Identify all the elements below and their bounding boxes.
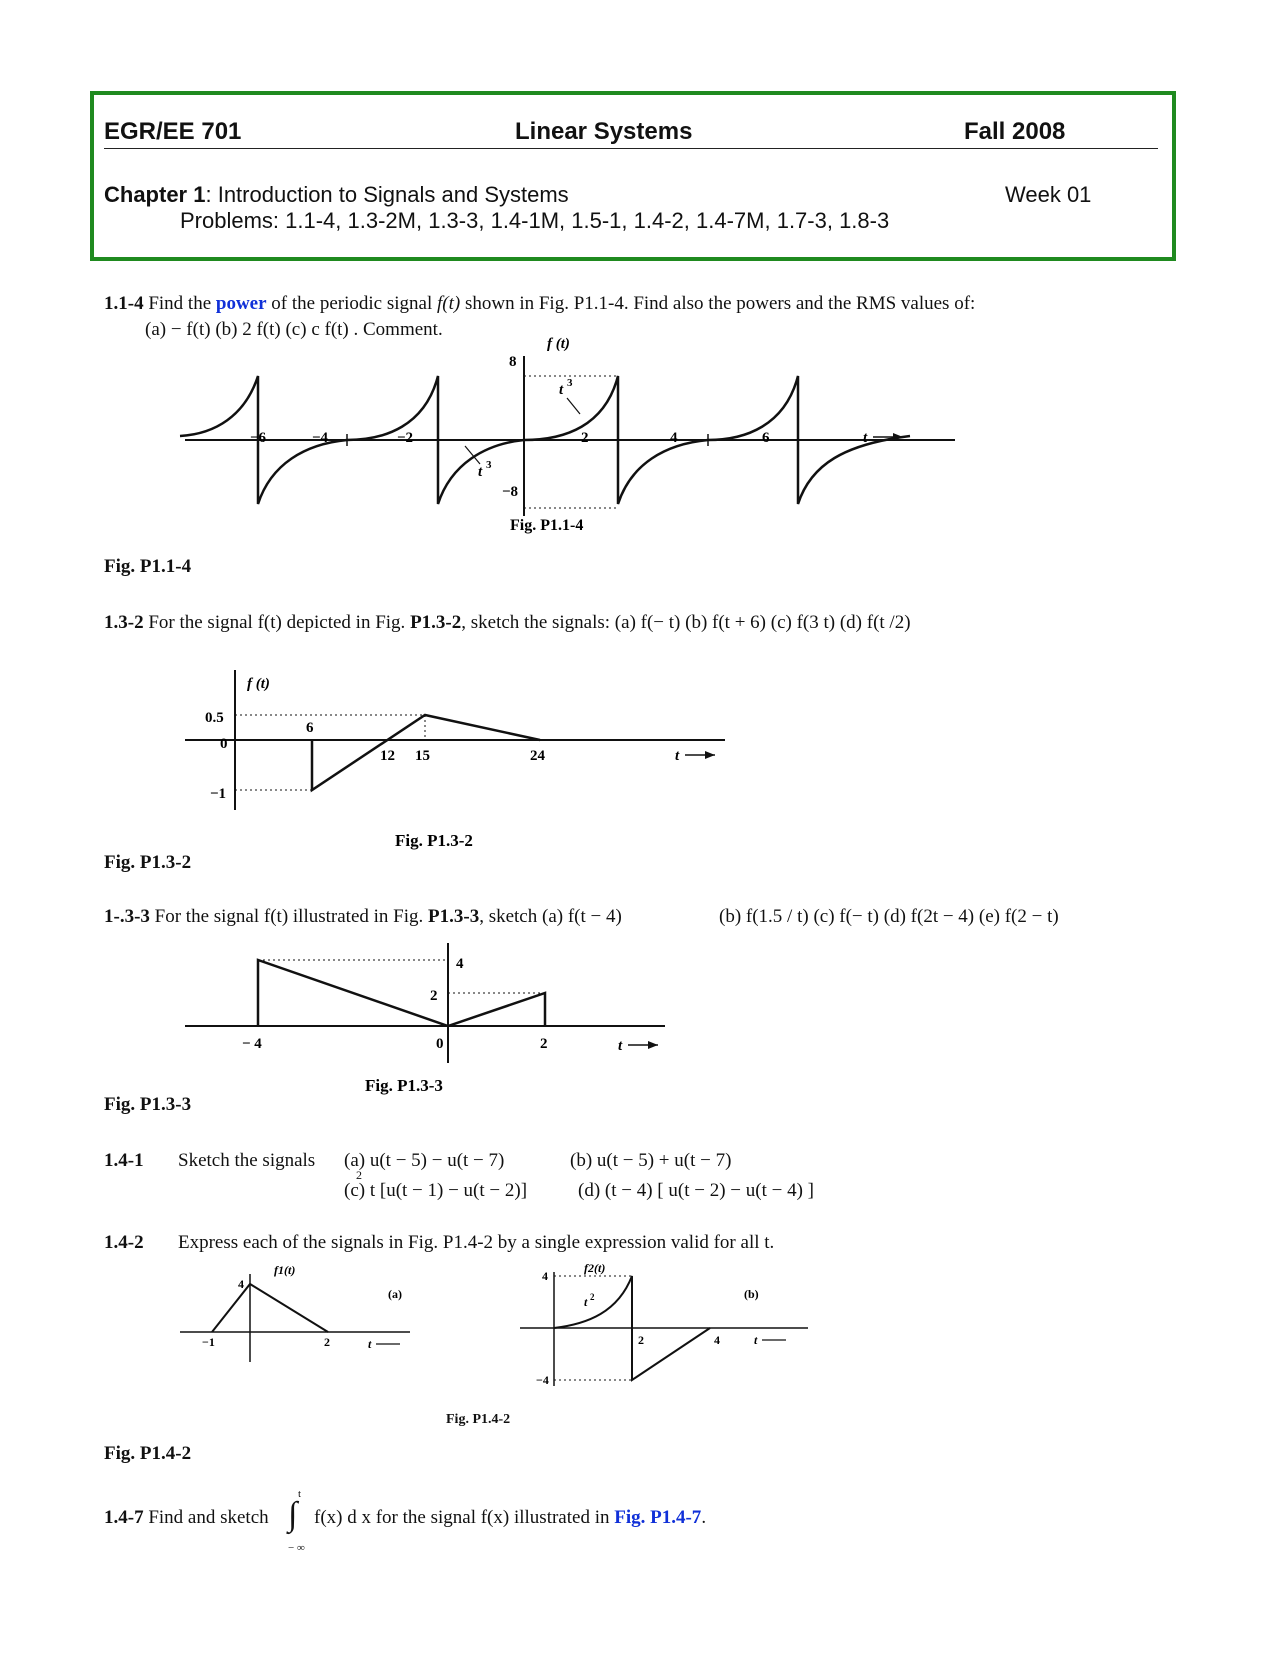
t-axis-label: t <box>675 748 680 764</box>
problem-text: Find and sketch <box>143 1507 269 1528</box>
figure-caption-inline: Fig. P1.4-2 <box>446 1412 511 1427</box>
header-rule <box>104 148 1158 149</box>
x-tick-label: 2 <box>324 1335 330 1349</box>
arrowhead <box>648 1041 658 1049</box>
annotation-arrow <box>567 398 580 414</box>
problem-number: 1.1-4 <box>104 293 144 314</box>
waveform-negative-pulse <box>258 440 347 504</box>
integral-upper-limit: t <box>298 1488 302 1500</box>
y-tick-minus-4: −4 <box>536 1373 549 1387</box>
part-b: (b) u(t − 5) + u(t − 7) <box>570 1150 732 1171</box>
chapter-label: Chapter 1 <box>104 182 206 207</box>
problem-number: 1.4-1 <box>104 1150 144 1171</box>
x-tick-label: 2 <box>581 430 589 446</box>
part-d: (d) (t − 4) [ u(t − 2) − u(t − 4) ] <box>578 1180 814 1201</box>
y-tick-4: 4 <box>542 1269 548 1283</box>
t-axis-label: t <box>754 1333 758 1347</box>
problem-1-4-7-lead <box>104 1505 269 1531</box>
y-tick-0-5: 0.5 <box>205 710 224 726</box>
x-tick-label: 2 <box>540 1036 548 1052</box>
exponent: 3 <box>567 377 573 389</box>
x-tick-label: −4 <box>312 430 329 446</box>
figure-caption: Fig. P1.3-2 <box>104 852 192 873</box>
figure-ref: P1.3-3 <box>428 906 480 927</box>
problem-1-3-3-parts: (b) f(1.5 / t) (c) f(− t) (d) f(2t − 4) (e) f(2 − t) <box>719 906 1059 927</box>
part-a: (a) u(t − 5) − u(t − 7) <box>344 1150 505 1171</box>
problem-lead: Sketch the signals <box>178 1150 316 1171</box>
signal-f: f <box>436 293 443 314</box>
x-tick-label: 4 <box>714 1333 720 1347</box>
figure-tag: (a) <box>388 1287 402 1301</box>
t-axis-label: t <box>863 430 868 446</box>
chapter-line <box>104 182 569 208</box>
waveform-positive-pulse <box>180 376 258 440</box>
signal-waveform <box>258 960 545 1026</box>
t-cubed-label-upper: t <box>559 382 564 398</box>
problems-list: Problems: 1.1-4, 1.3-2M, 1.3-3, 1.4-1M, 1.5-1, 1.4-2, 1.4-7M, 1.7-3, 1.8-3 <box>180 208 890 233</box>
figure-caption: Fig. P1.3-3 <box>104 1094 192 1115</box>
t-axis-label: t <box>618 1038 623 1054</box>
figure-caption: Fig. P1.1-4 <box>104 556 192 577</box>
exponent: 2 <box>356 1168 362 1182</box>
problem-text: For the signal f(t) depicted in Fig. <box>143 612 411 633</box>
problem-number: 1-.3-3 <box>104 906 150 927</box>
x-tick-label: − 4 <box>242 1036 262 1052</box>
figure-tag: (b) <box>744 1287 759 1301</box>
figure-p1-4-2-a <box>178 1262 418 1372</box>
figure-p1-4-2-b <box>518 1262 818 1392</box>
y-label: f (t) <box>547 336 570 352</box>
signal-label: f2(t) <box>584 1262 606 1275</box>
x-tick-label: 12 <box>380 748 395 764</box>
y-tick-0: 0 <box>220 736 228 752</box>
exponent: 3 <box>486 459 492 471</box>
figure-p1-3-2 <box>185 660 725 860</box>
figure-p1-3-3 <box>180 938 670 1098</box>
figure-link[interactable]: Fig. P1.4-7 <box>614 1507 702 1528</box>
x-tick-label: −6 <box>250 430 267 446</box>
x-tick-label: 15 <box>415 748 430 764</box>
chapter-title: : Introduction to Signals and Systems <box>205 182 569 207</box>
figure-p1-1-4 <box>175 336 965 566</box>
problem-text: f(x) d x for the signal f(x) illustrated in <box>314 1507 615 1528</box>
x-tick-label: −1 <box>202 1335 215 1349</box>
problem-number: 1.4-2 <box>104 1232 144 1253</box>
course-code: EGR/EE 701 <box>104 118 242 145</box>
problem-text: , sketch the signals: (a) f(− t) (b) f(t + 6) (c) f(3 t) (d) f(t /2) <box>461 612 911 633</box>
problem-text: of the periodic signal <box>266 293 437 314</box>
problem-1-4-7-text <box>314 1505 706 1531</box>
figure-caption: Fig. P1.4-2 <box>104 1443 192 1464</box>
part-c: (c) t [u(t − 1) − u(t − 2)] <box>344 1180 528 1201</box>
t-cubed-label-lower: t <box>478 464 483 480</box>
problem-text: shown in Fig. P1.1-4. Find also the powers and the RMS values of: <box>460 293 976 314</box>
y-tick-2: 2 <box>430 988 438 1004</box>
y-tick-minus-8: −8 <box>502 484 519 500</box>
y-label: f (t) <box>247 676 270 692</box>
problem-text: Express each of the signals in Fig. P1.4-2 by a single expression valid for all t. <box>178 1232 775 1253</box>
figure-caption-inline: Fig. P1.3-3 <box>365 1076 443 1095</box>
problem-number: 1.4-7 <box>104 1507 144 1528</box>
signal-waveform <box>212 1284 328 1332</box>
integral-lower-limit: − ∞ <box>288 1542 305 1554</box>
problem-text: , sketch (a) f(t − 4) <box>479 906 622 927</box>
period: . <box>701 1507 707 1528</box>
problem-1-3-3-text <box>104 904 622 930</box>
y-tick-4: 4 <box>456 956 464 972</box>
figure-caption-inline: Fig. P1.3-2 <box>395 831 473 850</box>
waveform-negative-pulse <box>798 436 910 504</box>
x-tick-label: −2 <box>397 430 414 446</box>
x-tick-label: 6 <box>762 430 770 446</box>
integral-sign: ∫ <box>288 1496 298 1533</box>
x-tick-label: 0 <box>436 1036 444 1052</box>
figure-caption-inline: Fig. P1.1-4 <box>510 517 584 534</box>
problem-text: Find the <box>143 293 216 314</box>
header-box <box>90 91 1176 261</box>
problem-1-3-2-text <box>104 610 911 636</box>
problem-1-1-4-parts: (a) − f(t) (b) 2 f(t) (c) c f(t) . Comment. <box>145 319 443 340</box>
waveform-positive-pulse <box>708 376 798 440</box>
exponent: 2 <box>590 1292 595 1302</box>
course-term: Fall 2008 <box>964 118 1066 145</box>
curve-label: t <box>584 1295 588 1309</box>
y-tick-minus-1: −1 <box>210 786 227 802</box>
signal-arg: (t) <box>442 293 461 314</box>
course-subject: Linear Systems <box>515 118 693 145</box>
signal-label: f1(t) <box>274 1263 296 1277</box>
t-axis-label: t <box>368 1337 372 1351</box>
problem-number: 1.3-2 <box>104 612 144 633</box>
waveform-positive-pulse <box>347 376 438 440</box>
x-tick-label: 4 <box>670 430 678 446</box>
x-tick-label: 24 <box>530 748 545 764</box>
arrowhead <box>705 751 715 759</box>
y-tick-8: 8 <box>509 354 517 370</box>
power-link[interactable]: power <box>215 293 267 314</box>
week-label: Week 01 <box>1005 182 1092 207</box>
x-tick-label: 6 <box>306 720 314 736</box>
waveform-negative-pulse <box>618 440 708 504</box>
y-tick-4: 4 <box>238 1277 244 1291</box>
x-tick-label: 2 <box>638 1333 644 1347</box>
problem-text: For the signal f(t) illustrated in Fig. <box>149 906 429 927</box>
problem-1-1-4-text <box>104 291 975 317</box>
figure-ref: P1.3-2 <box>410 612 462 633</box>
